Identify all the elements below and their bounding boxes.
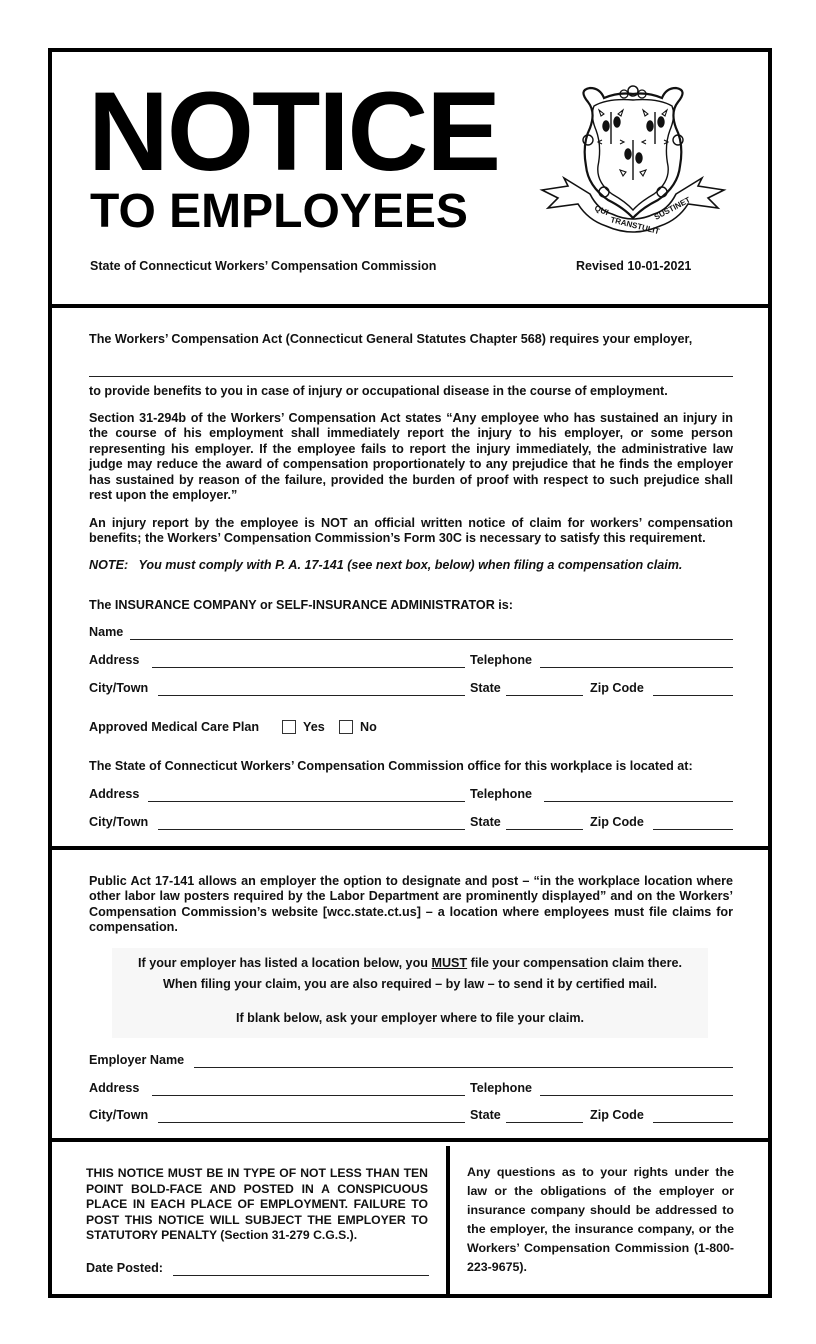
employer-zip-field[interactable] [653,1122,733,1123]
public-act-17-141-section [52,854,768,1142]
wcc-state-label: State [470,815,501,829]
wcc-state-field[interactable] [506,829,583,830]
insurer-telephone-label: Telephone [470,653,533,667]
public-act-intro-text: Public Act 17-141 allows an employer the option to designate and post – “in the workplace location where other labor law posters required by the Labor Department are prominently displayed” and on the Workers’ Compensation Commission’s website [wcc.state.ct.us] – a location where employees must file claims for compensation. [89,874,733,935]
callout-line-must-file: If your employer has listed a location below, you MUST file your compensation claim there. [138,956,682,970]
motto-sustinet: SUSTINET [652,195,692,222]
date-posted-field[interactable] [173,1275,429,1276]
motto-transtulit: TRANSTULIT [609,215,661,237]
questions-contact-text: Any questions as to your rights under the law or the obligations of the employer or insurance company should be addressed to the employer, the insurance company, or the Workers’ Compensation Commission (1-800-223-9675). [467,1165,734,1274]
filing-callout-box [112,948,708,1038]
injury-report-text: An injury report by the employee is NOT an official written notice of claim for workers’ compensation benefits; the Workers’ Compensation Commission’s Form 30C is necessary to satisfy this requirement. [89,516,733,546]
employer-state-label: State [470,1108,501,1122]
employer-city-field[interactable] [158,1122,465,1123]
insurer-city-label: City/Town [89,681,149,695]
insurer-city-field[interactable] [158,695,465,696]
wcc-telephone-field[interactable] [544,801,733,802]
motto-qui: QUI [593,203,610,218]
connecticut-state-seal-icon [538,82,728,242]
footer-section [52,1146,768,1294]
notice-title: NOTICE [88,69,500,194]
act-intro-text: The Workers’ Compensation Act (Connecticut General Statutes Chapter 568) requires your employer, [89,332,693,346]
notice-poster [48,48,772,1298]
employer-address-field[interactable] [152,1095,465,1096]
revision-date: Revised 10-01-2021 [576,259,692,273]
benefits-text: to provide benefits to you in case of injury or occupational disease in the course of employment. [89,384,668,398]
section-31-294b-text: Section 31-294b of the Workers’ Compensation Act states “Any employee who has sustained an injury in the course of his employment shall immediately report the injury to his employer, or some person representing his employer. If the employee fails to report the injury immediately, the administrative law judge may reduce the award of compensation proportionately to any prejudice that he finds the employer has sustained by reason of the failure, provided the burden of proof with respect to such prejudice shall rest upon the employer.” [89,411,733,503]
posting-requirement-text: THIS NOTICE MUST BE IN TYPE OF NOT LESS THAN TEN POINT BOLD-FACE AND POSTED IN A CONSPICUOUS PLACE IN EACH PLACE OF EMPLOYMENT. FAILURE TO POST THIS NOTICE WILL SUBJECT THE EMPLOYER TO STATUTORY PENALTY (Section 31-279 C.G.S.). [86,1166,428,1242]
date-posted-label: Date Posted: [86,1261,163,1275]
designated-employer-name-field[interactable] [194,1067,733,1068]
medical-plan-label: Approved Medical Care Plan [89,720,260,734]
organization-name: State of Connecticut Workers’ Compensation Commission [90,259,437,273]
employer-address-label: Address [89,1081,140,1095]
employer-telephone-field[interactable] [540,1095,733,1096]
poster-header [52,52,768,308]
wcc-address-field[interactable] [148,801,465,802]
notice-subtitle: TO EMPLOYEES [90,185,468,238]
insurer-address-field[interactable] [152,667,465,668]
employer-name-label: Employer Name [89,1053,185,1067]
callout-line-if-blank: If blank below, ask your employer where to file your claim. [235,1011,585,1025]
insurer-telephone-field[interactable] [540,667,733,668]
callout-line-certified-mail: When filing your claim, you are also required – by law – to send it by certified mail. [162,977,658,991]
footer-divider [446,1146,450,1294]
wcc-zip-field[interactable] [653,829,733,830]
insurer-zip-field[interactable] [653,695,733,696]
employer-state-field[interactable] [506,1122,583,1123]
employer-zip-label: Zip Code [590,1108,644,1122]
wcc-city-label: City/Town [89,815,149,829]
insurer-state-label: State [470,681,501,695]
workers-comp-act-section [52,312,768,850]
medical-plan-no-checkbox[interactable] [339,720,353,734]
wcc-zip-label: Zip Code [590,815,644,829]
wcc-office-heading: The State of Connecticut Workers’ Compensation Commission office for this workplace is located at: [89,759,693,773]
wcc-city-field[interactable] [158,829,465,830]
insurer-zip-label: Zip Code [590,681,644,695]
medical-plan-no-label: No [360,720,377,734]
insurer-state-field[interactable] [506,695,583,696]
must-emphasis: MUST [431,956,468,970]
insurer-address-label: Address [89,653,140,667]
wcc-address-label: Address [89,787,140,801]
insurer-heading: The INSURANCE COMPANY or SELF-INSURANCE ADMINISTRATOR is: [89,598,514,612]
employer-city-label: City/Town [89,1108,149,1122]
wcc-telephone-label: Telephone [470,787,533,801]
medical-plan-yes-checkbox[interactable] [282,720,296,734]
employer-telephone-label: Telephone [470,1081,533,1095]
medical-plan-yes-label: Yes [303,720,325,734]
insurer-name-field[interactable] [130,639,733,640]
note-text: NOTE: You must comply with P. A. 17-141 (see next box, below) when filing a compensation claim. [89,558,683,572]
insurer-name-label: Name [89,625,124,639]
employer-name-field[interactable] [89,376,733,377]
